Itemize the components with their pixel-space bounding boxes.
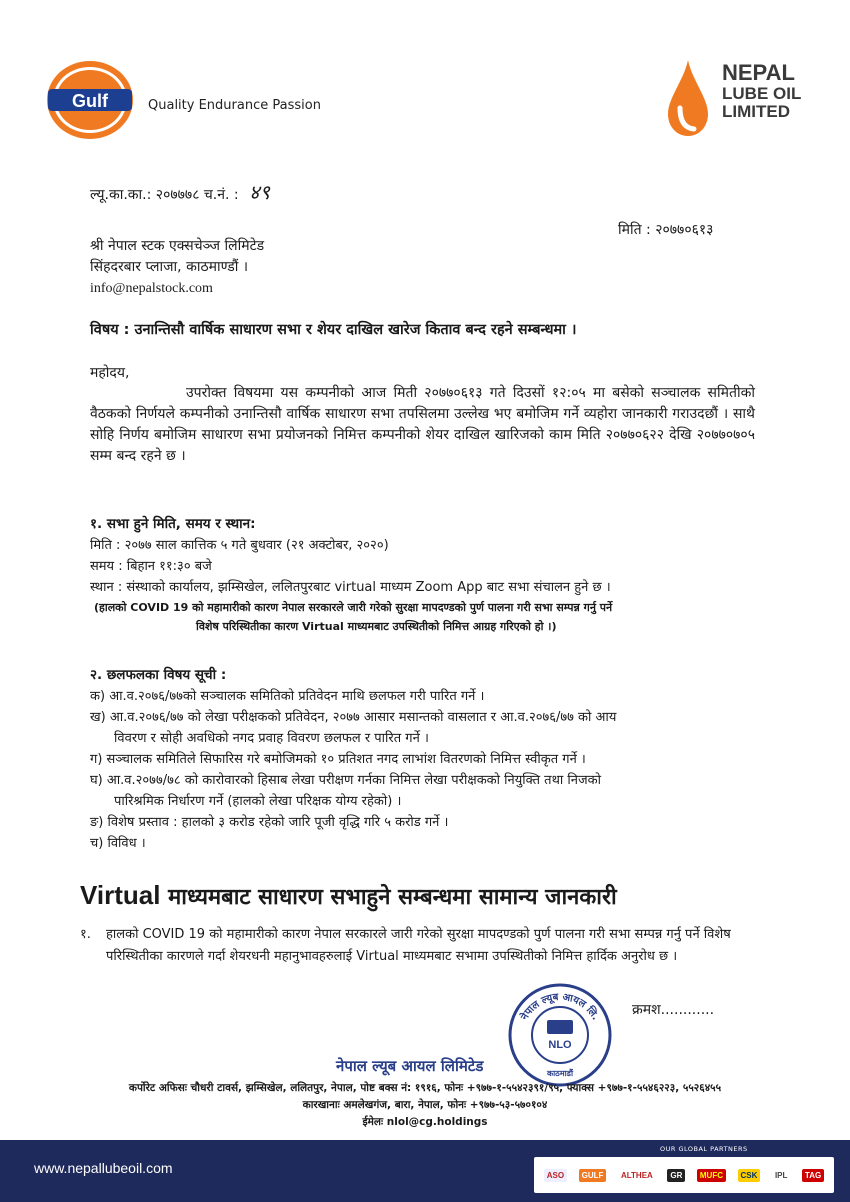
partner-logo: ASO	[544, 1169, 567, 1182]
recipient-address	[90, 236, 264, 299]
letter-body	[90, 383, 755, 467]
seal-center-text: NLO	[548, 1039, 572, 1051]
company-name	[722, 62, 801, 120]
agenda-item: च) विविध ।	[90, 836, 146, 851]
letter-date: मिति : २०७७०६१३	[618, 222, 714, 238]
agenda-item: ग) सञ्चालक समितिले सिफारिस गरे बमोजिमको १० प्रतिशत नगद लाभांश वितरणको निमित्त स्वीकृत गर्ने ।	[90, 752, 586, 767]
seal-outer-text: नेपाल ल्यूब आयल लि.	[519, 991, 601, 1023]
meeting-date: मिति : २०७७ साल कात्तिक ५ गते बुधवार (२१ अक्टोबर, २०२०)	[90, 538, 389, 553]
recipient-line1: श्री नेपाल स्टक एक्सचेञ्ज लिमिटेड	[90, 238, 265, 254]
website-link[interactable]: www.nepallubeoil.com	[34, 1160, 173, 1176]
meeting-details-heading: १. सभा हुने मिति, समय र स्थान:	[90, 516, 256, 532]
gulf-logo-text: Gulf	[72, 91, 108, 111]
agenda-item: ङ) विशेष प्रस्ताव : हालको ३ करोड रहेको जारि पूजी वृद्धि गरि ५ करोड गर्ने ।	[90, 815, 449, 830]
general-info-heading	[80, 880, 617, 911]
factory-address: कारखानाः अमलेखगंज, बारा, नेपाल, फोनः +९७७-५३-५७०१०४	[302, 1099, 548, 1111]
reference-line	[90, 178, 270, 205]
meeting-venue: स्थान : संस्थाको कार्यालय, झम्सिखेल, ललितपुरबाट virtual माध्यम Zoom App बाट सभा संचालन हुने छ ।	[90, 580, 611, 595]
footer-address	[0, 1080, 850, 1131]
partners-label: OUR GLOBAL PARTNERS	[660, 1145, 748, 1153]
covid-note-line2: विशेष परिस्थितीका कारण Virtual माध्यमबाट उपस्थितीको निमित्त आग्रह गरिएको हो ।)	[196, 620, 557, 633]
general-info-heading-np: माध्यमबाट साधारण सभाहुने सम्बन्धमा सामान्य जानकारी	[160, 885, 617, 910]
agenda-item: ख) आ.व.२०७६/७७ को लेखा परीक्षकको प्रतिवेदन, २०७७ आसार मसान्तको वासलात र आ.व.२०७६/७७ को आय	[90, 710, 617, 725]
agenda-item-continued: पारिश्रमिक निर्धारण गर्ने (हालको लेखा परिक्षक योग्य रहेको) ।	[114, 794, 402, 809]
partner-logo: MUFC	[697, 1169, 726, 1182]
footer-company-name: नेपाल ल्यूब आयल लिमिटेड	[336, 1057, 484, 1075]
partner-logo: TAG	[802, 1169, 824, 1182]
general-info-number: १.	[80, 927, 91, 942]
partner-logo: GR	[667, 1169, 685, 1182]
agenda-item: क) आ.व.२०७६/७७को सञ्चालक समितिको प्रतिवेदन माथि छलफल गरी पारित गर्ने ।	[90, 689, 485, 704]
letter-body-text: उपरोक्त विषयमा यस कम्पनीको आज मिती २०७७०६१३ गते दिउसों १२:०५ मा बसेको सञ्चालक समितीको वैठकको निर्णयले कम्पनीको उनान्तिसौ वार्षिक साधारण सभा तपसिलमा उल्लेख भए बमोजिम गर्ने व्यहोरा जानकारी गराउदछौं । साथै सोहि निर्णय बमोजिम साधारण सभा प्रयोजनको निमित्त कम्पनीको शेयर दाखिल खारिजको काम मिति २०७७०६२२ देखि २०७७०७०५ सम्म बन्द रहने छ ।	[90, 385, 755, 464]
general-info-item	[80, 924, 748, 968]
covid-note-line1: (हालको COVID 19 को महामारीको कारण नेपाल सरकारले जारी गरेको सुरक्षा मापदण्डको पुर्ण पालना गरी सभा सम्पन्न गर्नु पर्ने	[94, 601, 613, 614]
agenda-item-continued: विवरण र सोही अवधिको नगद प्रवाह विवरण छलफल र पारित गर्ने ।	[114, 731, 429, 746]
corporate-office: कर्पोरेट अफिसः चौधरी टावर्स, झम्सिखेल, ललितपुर, नेपाल, पोष्ट बक्स नं: १९१६, फोनः +९७७-१-५५४२३९१/९५, फ्याक्स +९७७-१-५५४६२२३, ५५२६४५५	[128, 1082, 722, 1094]
oil-drop-icon	[666, 58, 710, 138]
reference-number: ल्यू.का.का.: २०७७७८ च.नं. :	[90, 187, 239, 203]
general-info-text: हालको COVID 19 को महामारीको कारण नेपाल सरकारले जारी गरेको सुरक्षा मापदण्डको पुर्ण पालना गरी सभा सम्पन्न गर्नु पर्ने विशेष परिस्थितीका कारणले गर्दा शेयरधनी महानुभावहरुलाई Virtual माध्यमबाट सभामा उपस्थितीको निमित्त हार्दिक अनुरोध छ ।	[106, 927, 731, 964]
footer-email: ईमेलः nlol@cg.holdings	[362, 1116, 488, 1128]
meeting-time: समय : बिहान ११:३० बजे	[90, 559, 212, 574]
partner-logo: CSK	[738, 1169, 761, 1182]
agenda-section	[90, 665, 755, 854]
salutation: महोदय,	[90, 365, 130, 381]
partner-logo: GULF	[579, 1169, 607, 1182]
meeting-details-section	[90, 514, 755, 636]
gulf-logo	[46, 60, 134, 140]
chalani-number: ४९	[249, 180, 270, 204]
recipient-email: info@nepalstock.com	[90, 281, 213, 296]
partner-logo: ALTHEA	[620, 1170, 653, 1180]
general-info-heading-en: Virtual	[80, 880, 161, 910]
partner-logo: IPL	[774, 1170, 788, 1180]
agenda-item: घ) आ.व.२०७७/७८ को कारोवारको हिसाब लेखा परीक्षण गर्नका निमित्त लेखा परीक्षकको नियुक्ति तथा निजको	[90, 773, 601, 788]
covid-note	[90, 598, 755, 636]
company-name-line3: LIMITED	[722, 101, 790, 121]
company-seal	[505, 980, 615, 1090]
seal-bottom-text: काठमाडौं	[546, 1069, 574, 1078]
partner-logos	[534, 1157, 834, 1193]
tagline: Quality Endurance Passion	[148, 98, 321, 113]
recipient-line2: सिंहदरबार प्लाजा, काठमाण्डौं ।	[90, 259, 249, 275]
letter-subject: विषय : उनान्तिसौ वार्षिक साधारण सभा र शेयर दाखिल खारेज किताव बन्द रहने सम्बन्धमा ।	[90, 322, 577, 338]
continued-marker: क्रमश............	[632, 1002, 715, 1018]
agenda-heading: २. छलफलका विषय सूची :	[90, 667, 227, 683]
company-name-line1: NEPAL	[722, 60, 795, 85]
company-name-line2: LUBE OIL	[722, 84, 802, 104]
